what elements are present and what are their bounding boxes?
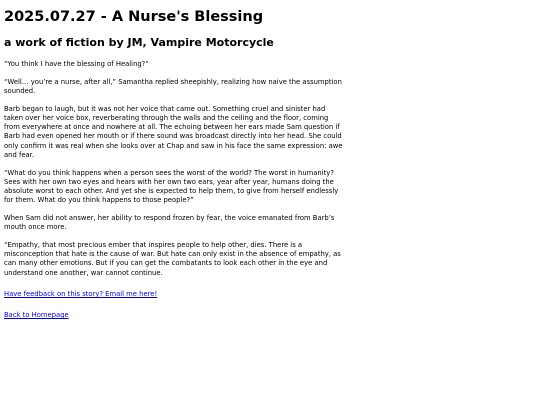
story-paragraph: “Empathy, that most precious ember that inspires people to help other, dies. There is a misconception that hate is the cause of war. But hate can only exist in the absence of empathy, as can many other emotions. But if you can get the combatants to look each other in the eye and understand one another, war cannot continue. [4, 241, 341, 277]
story-paragraph: When Sam did not answer, her ability to respond frozen by fear, the voice emanated from Barb’s mouth once more. [4, 214, 335, 232]
story-paragraph: “What do you think happens when a person sees the worst of the world? The worst in humanity? Sees with her own two eyes and hears with her own two ears, year after year, humans doing the absolute worst to each other. And yet she is expected to help them, to give from herself endlessly for them. What do you think happens to those people?” [4, 168, 339, 205]
back-to-homepage-link[interactable]: Back to Homepage [4, 311, 69, 320]
story-paragraph: “You think I have the blessing of Healing?” [4, 60, 149, 68]
feedback-email-link[interactable]: Have feedback on this story? Email me here! [4, 290, 158, 299]
story-byline: a work of fiction by JM, Vampire Motorcycle [4, 36, 274, 49]
feedback-link-line [4, 286, 344, 299]
story-paragraph: Barb began to laugh, but it was not her voice that came out. Something cruel and sinister had taken over her voice box, reverberating through the walls and the ceiling and the floor, coming from everywhere at once and nowhere at all. The echoing between her ears made Sam question if Barb had even opened her mouth or if there sound was broadcast directly into her head. She could only confirm it was real when she looks over at Chap and saw in his face the same expression: awe and fear. [4, 104, 343, 159]
story-body [4, 60, 344, 278]
home-link-line [4, 307, 344, 320]
story-paragraph: “Well… you’re a nurse, after all,” Samantha replied sheepishly, realizing how naive the assumption sounded. [4, 77, 342, 95]
story-title: 2025.07.27 - A Nurse's Blessing [4, 9, 264, 25]
